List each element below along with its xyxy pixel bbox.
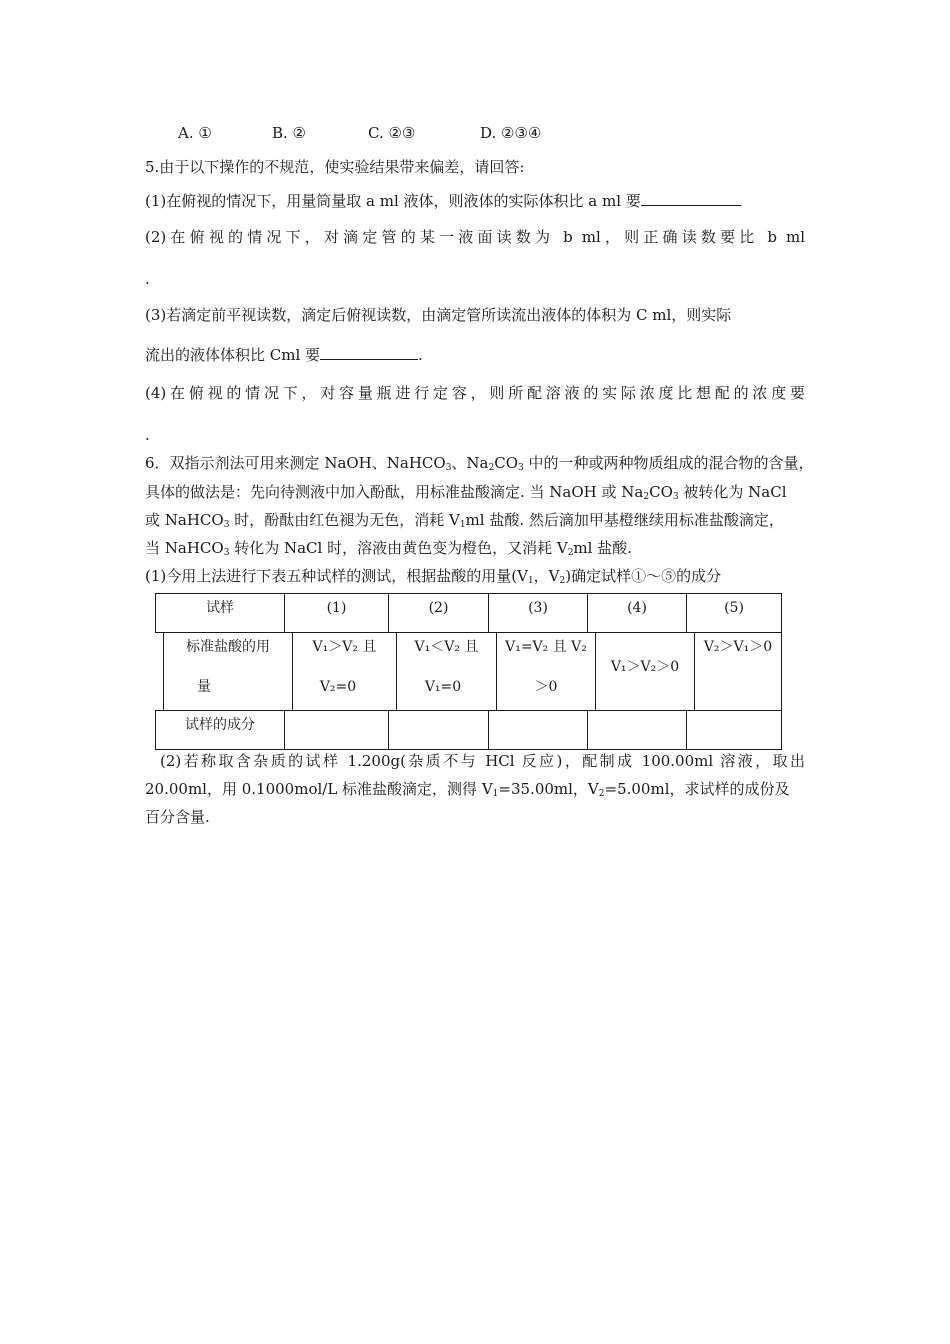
q5-part3-text: 流出的液体体积比 Cml 要 <box>145 346 321 364</box>
text: ，V <box>533 567 560 585</box>
text: 时，酚酞由红色褪为无色，消耗 V <box>229 511 460 529</box>
subscript: 3 <box>672 492 679 502</box>
text: 具体的做法是：先向待测液中加入酚酞，用标准盐酸滴定. 当 NaOH 或 Na <box>145 483 644 501</box>
subscript: 3 <box>223 520 230 530</box>
table-border <box>155 593 782 594</box>
q5-part2: (2)在俯视的情况下，对滴定管的某一液面读数为 b ml，则正确读数要比 b ml <box>145 228 805 246</box>
q6-part1 <box>145 566 721 586</box>
text: 当 NaHCO <box>145 539 224 557</box>
subscript: 3 <box>223 548 230 558</box>
table-cell: V₂＞V₁＞0 <box>703 639 773 655</box>
text: ml 盐酸. 然后滴加甲基橙继续用标准盐酸滴定， <box>465 511 784 529</box>
q5-part3-line1: (3)若滴定前平视读数，滴定后俯视读数，由滴定管所读流出液体的体积为 C ml，则实际 <box>145 306 732 324</box>
table-header-cell: (5) <box>724 600 744 616</box>
row-label: 量 <box>197 679 211 695</box>
q5-part1-text: (1)在俯视的情况下，用量筒量取 a ml 液体，则液体的实际体积比 a ml 要 <box>145 192 641 210</box>
text: =35.00ml，V <box>498 780 599 798</box>
text: ml 盐酸. <box>573 539 632 557</box>
table-cell: V₁=V₂ 且 V₂ <box>505 639 587 655</box>
subscript: 1 <box>459 520 466 530</box>
q5-part2-end: . <box>145 270 150 288</box>
table-header-cell: (4) <box>627 600 647 616</box>
text: 6．双指示剂法可用来测定 NaOH、NaHCO <box>145 454 446 472</box>
q6-part2-line1: (2)若称取含杂质的试样 1.200g(杂质不与 HCl 反应)，配制成 100.00ml 溶液，取出 <box>160 752 805 770</box>
table-cell: V₁＞V₂ 且 <box>312 639 377 655</box>
answer-cell-2[interactable] <box>389 711 488 749</box>
q5-part1 <box>145 191 741 211</box>
option-b: B. ② <box>272 124 307 142</box>
table-cell: V₁=0 <box>424 679 462 695</box>
text: =5.00ml，求试样的成份及 <box>604 780 790 798</box>
answer-blank[interactable] <box>641 191 741 206</box>
option-a: A. ① <box>178 124 212 142</box>
table-border <box>155 632 782 633</box>
option-c: C. ②③ <box>368 124 416 142</box>
subscript: 2 <box>567 548 574 558</box>
row-label: 标准盐酸的用 <box>186 639 270 655</box>
q6-line3 <box>145 510 784 530</box>
text: 或 NaHCO <box>145 511 224 529</box>
subscript: 3 <box>445 463 452 473</box>
table-cell: V₁＜V₂ 且 <box>414 639 479 655</box>
q6-line4 <box>145 538 632 558</box>
table-header-cell: (2) <box>428 600 449 616</box>
table-header-cell: (1) <box>326 600 347 616</box>
table-header-cell: (3) <box>528 600 548 616</box>
subscript: 2 <box>643 492 650 502</box>
text: CO <box>649 483 673 501</box>
answer-blank[interactable] <box>320 345 418 360</box>
text: )确定试样①～⑤的成分 <box>565 567 722 585</box>
q5-part4-end: . <box>145 426 150 444</box>
text: 20.00ml，用 0.1000mol/L 标准盐酸滴定，测得 V <box>145 780 493 798</box>
row-label: 试样的成分 <box>185 717 255 733</box>
subscript: 3 <box>518 463 524 473</box>
q5-stem: 5.由于以下操作的不规范，使实验结果带来偏差，请回答: <box>145 158 525 176</box>
table-cell: V₂=0 <box>319 679 357 695</box>
option-d: D. ②③④ <box>480 124 542 142</box>
answer-cell-1[interactable] <box>285 711 388 749</box>
subscript: 2 <box>598 789 605 799</box>
answer-cell-5[interactable] <box>687 711 781 749</box>
q6-line2 <box>145 482 787 502</box>
q6-part2-line3: 百分含量. <box>145 808 210 826</box>
table-border <box>781 593 782 750</box>
q6-part2-line2 <box>145 779 790 799</box>
subscript: 2 <box>488 463 495 473</box>
table-border <box>155 749 782 750</box>
subscript: 2 <box>559 576 566 586</box>
text: 转化为 NaCl 时，溶液由黄色变为橙色，又消耗 V <box>229 539 568 557</box>
text: 中的一种或两种物质组成的混合物的含量， <box>523 454 814 472</box>
answer-cell-4[interactable] <box>588 711 686 749</box>
q5-part3-period: . <box>418 346 423 364</box>
subscript: 1 <box>492 789 499 799</box>
subscript: 1 <box>527 576 534 586</box>
table-cell: V₁＞V₂＞0 <box>610 659 680 675</box>
q5-part4: (4)在俯视的情况下，对容量瓶进行定容，则所配溶液的实际浓度比想配的浓度要 <box>145 384 805 402</box>
text: CO <box>494 454 519 472</box>
answer-cell-3[interactable] <box>489 711 587 749</box>
text: (1)今用上法进行下表五种试样的测试，根据盐酸的用量(V <box>145 567 528 585</box>
text: 、Na <box>451 454 489 472</box>
table-cell: ＞0 <box>534 679 558 695</box>
q6-line1 <box>145 453 814 473</box>
q5-part3-line2 <box>145 345 423 365</box>
text: 被转化为 NaCl <box>678 483 787 501</box>
table-header-cell: 试样 <box>206 600 234 616</box>
